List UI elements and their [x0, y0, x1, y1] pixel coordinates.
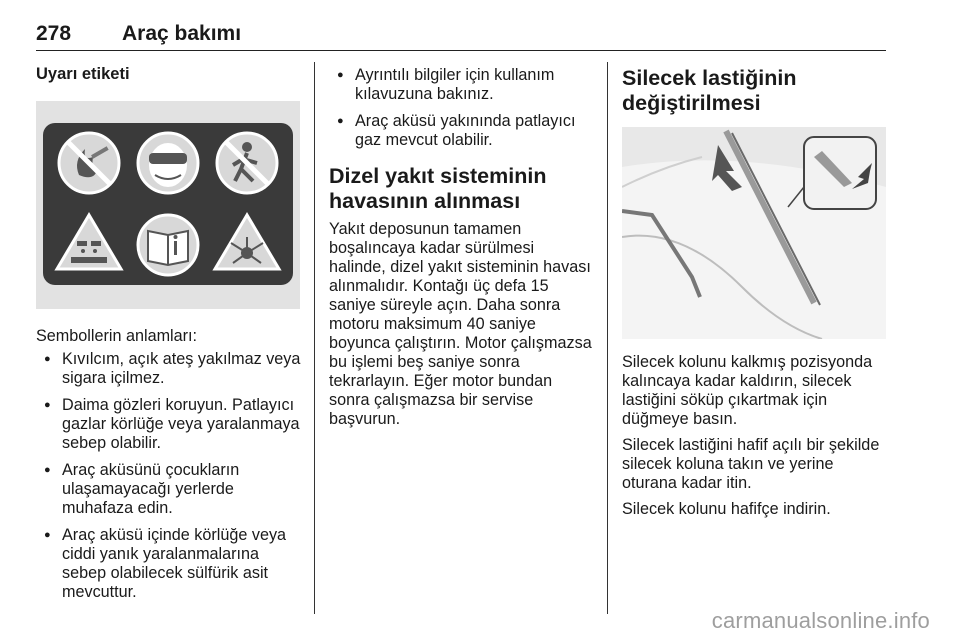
list-item: ● Kıvılcım, açık ateş yakılmaz veya sigara içilmez. — [36, 350, 302, 388]
page-header — [36, 22, 886, 51]
symbols-list — [36, 350, 302, 602]
explosive-gas-icon — [215, 215, 279, 269]
column-divider — [314, 62, 315, 614]
column-divider — [607, 62, 608, 614]
section-heading-wiper: Silecek lastiğinin değiştirilmesi — [622, 66, 797, 115]
list-item: ● Araç aküsünü çocukların ulaşamayacağı yerlerde muhafaza edin. — [36, 461, 302, 518]
eye-protection-icon — [138, 133, 198, 193]
symbols-list-continued — [329, 66, 595, 150]
list-item: ● Araç aküsü içinde körlüğe veya ciddi yanık yaralanmalarına sebep olabilecek sülfürik asit mevcuttur. — [36, 526, 302, 602]
list-item: ● Daima gözleri koruyun. Patlayıcı gazlar körlüğe veya yaralanmaya sebep olabilir. — [36, 396, 302, 453]
list-item: ● Araç aküsü yakınında patlayıcı gaz mevcut olabilir. — [329, 112, 595, 150]
symbols-intro: Sembollerin anlamları: — [36, 327, 198, 345]
page-number: 278 — [36, 22, 72, 45]
page-title: Araç bakımı — [122, 22, 242, 45]
wiper-step-3: Silecek kolunu hafifçe indirin. — [622, 500, 831, 518]
warning-label-plate — [43, 123, 293, 285]
no-fire-icon — [59, 133, 119, 193]
read-manual-icon — [138, 215, 198, 275]
column-left — [36, 62, 302, 610]
warning-label-heading: Uyarı etiketi — [36, 65, 130, 83]
list-item: ● Ayrıntılı bilgiler için kullanım kılavuzuna bakınız. — [329, 66, 595, 104]
wiper-step-1: Silecek kolunu kalkmış pozisyonda kalıncaya kadar kaldırın, silecek lastiğini söküp çıkartmak için düğmeye basın. — [622, 353, 873, 428]
wiper-step-2: Silecek lastiğini hafif açılı bir şekilde silecek koluna takın ve yerine oturana kadar itin. — [622, 436, 880, 492]
column-right — [622, 62, 888, 519]
acid-warning-icon — [57, 215, 121, 269]
watermark: carmanualsonline.info — [711, 608, 930, 633]
diesel-body-text: Yakıt deposunun tamamen boşalıncaya kadar sürülmesi halinde, dizel yakıt sisteminin havası alınmalıdır. Kontağı üç defa 15 saniye süreyle açın. Daha sonra motoru maksimum 40 saniye boyunca çalıştırın. Motor çalışmazsa bu işlemi beş saniye sonra tekrarlayın. Eğer motor bundan sonra çalışmazsa bir servise başvurun. — [329, 220, 592, 428]
keep-children-away-icon — [217, 133, 277, 193]
wiper-figure — [622, 127, 886, 339]
warning-label-figure — [36, 101, 300, 309]
column-middle — [329, 62, 595, 429]
section-heading-diesel: Dizel yakıt sisteminin havasının alınması — [329, 164, 547, 213]
